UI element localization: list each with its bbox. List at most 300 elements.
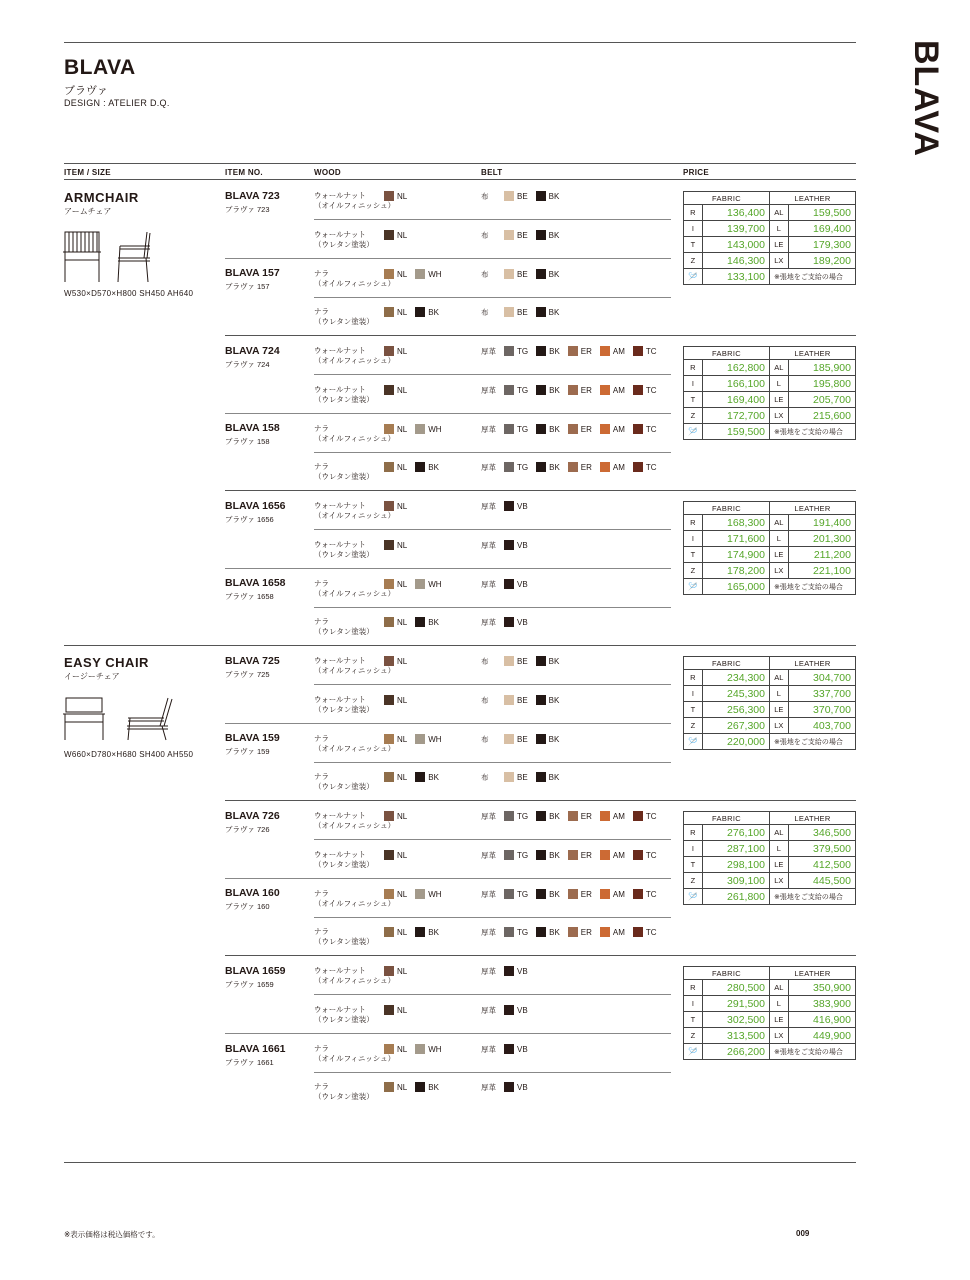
color-swatch — [384, 424, 394, 434]
leather-grade: LX — [770, 1028, 789, 1044]
fabric-grade: R — [684, 980, 703, 996]
color-code: BK — [428, 462, 439, 472]
color-code: TC — [645, 889, 657, 899]
color-swatch — [568, 811, 578, 821]
belt-swatches — [504, 927, 665, 937]
belt-material-label: 布 — [481, 231, 489, 240]
color-code: TC — [645, 346, 657, 356]
wood-finish-label: ウォールナット （オイルフィニッシュ） — [314, 346, 396, 365]
armchair-dimensions: W530×D570×H800 SH450 AH640 — [64, 289, 194, 298]
color-swatch — [600, 424, 610, 434]
fabric-grade: I — [684, 221, 703, 237]
color-code: VB — [517, 579, 528, 589]
color-code: NL — [397, 307, 408, 317]
color-swatch — [504, 385, 514, 395]
color-code: NL — [397, 811, 408, 821]
group-rule — [225, 335, 856, 336]
leather-grade: LE — [770, 392, 789, 408]
wood-finish-label: ナラ （ウレタン塗装） — [314, 1082, 374, 1101]
wood-finish-label: ナラ （ウレタン塗装） — [314, 772, 374, 791]
leather-price: 337,700 — [788, 686, 855, 702]
item-number: BLAVA 1659 — [225, 965, 286, 977]
row-rule — [314, 452, 671, 453]
color-swatch — [384, 462, 394, 472]
leather-price: 215,600 — [788, 408, 855, 424]
wood-finish-label: ウォールナット （オイルフィニッシュ） — [314, 811, 396, 830]
row-rule — [314, 917, 671, 918]
leather-price: 189,200 — [788, 253, 855, 269]
color-swatch — [504, 966, 514, 976]
item-number: BLAVA 1656 — [225, 500, 286, 512]
color-swatch — [504, 579, 514, 589]
item-kana: ブラヴァ 724 — [225, 360, 270, 369]
color-code: TC — [645, 424, 657, 434]
item-rule — [225, 413, 671, 414]
item-number: BLAVA 158 — [225, 422, 280, 434]
color-code: BK — [548, 230, 560, 240]
fabric-price: 143,000 — [702, 237, 769, 253]
color-code: WH — [428, 579, 442, 589]
page-title-kana: ブラヴァ — [64, 85, 108, 97]
wood-swatches — [384, 1082, 447, 1092]
color-swatch — [415, 1082, 425, 1092]
wood-finish-label: ウォールナット （オイルフィニッシュ） — [314, 501, 396, 520]
wood-finish-label: ナラ （オイルフィニッシュ） — [314, 579, 396, 598]
color-swatch — [600, 927, 610, 937]
color-swatch — [415, 772, 425, 782]
wood-finish-label: ナラ （オイルフィニッシュ） — [314, 1044, 396, 1063]
color-code: TG — [517, 889, 529, 899]
supplied-fabric-note: ※張地をご支給の場合 — [770, 1044, 856, 1060]
belt-material-label: 布 — [481, 657, 489, 666]
price-table — [683, 811, 856, 905]
leather-price: 449,900 — [788, 1028, 855, 1044]
color-swatch — [384, 579, 394, 589]
color-code: ER — [580, 385, 592, 395]
color-code: NL — [397, 230, 408, 240]
color-code: NL — [397, 579, 408, 589]
armchair-side-illustration — [114, 230, 156, 284]
item-number: BLAVA 724 — [225, 345, 280, 357]
leather-price: 383,900 — [788, 996, 855, 1012]
color-code: TG — [517, 346, 529, 356]
color-swatch — [568, 385, 578, 395]
armchair-front-illustration — [62, 230, 102, 284]
color-swatch — [536, 191, 546, 201]
color-swatch — [536, 811, 546, 821]
belt-swatches — [504, 501, 536, 511]
color-swatch — [568, 346, 578, 356]
fabric-grade: I — [684, 531, 703, 547]
wood-finish-label: ナラ （ウレタン塗装） — [314, 462, 374, 481]
fabric-price: 267,300 — [702, 718, 769, 734]
fabric-price: 166,100 — [702, 376, 769, 392]
item-number: BLAVA 723 — [225, 190, 280, 202]
fabric-grade: T — [684, 237, 703, 253]
color-code: BE — [517, 772, 528, 782]
category-easy-chair-kana: イージーチェア — [64, 672, 120, 681]
color-swatch — [384, 734, 394, 744]
color-code: VB — [517, 1005, 528, 1015]
fabric-grade: Z — [684, 718, 703, 734]
column-header-item-no: ITEM NO. — [225, 168, 263, 177]
fabric-price: 280,500 — [702, 980, 769, 996]
wood-swatches — [384, 889, 450, 899]
fabric-price: 298,100 — [702, 857, 769, 873]
supplied-fabric-note: ※張地をご支給の場合 — [770, 269, 856, 285]
easy-chair-dimensions: W660×D780×H680 SH400 AH550 — [64, 750, 194, 759]
supplied-fabric-note: ※張地をご支給の場合 — [770, 889, 856, 905]
supplied-fabric-icon: 🪡 — [684, 424, 703, 440]
item-kana: ブラヴァ 1658 — [225, 592, 274, 601]
leather-grade: AL — [770, 515, 789, 531]
price-header-fabric: FABRIC — [684, 502, 770, 515]
supplied-fabric-price: 159,500 — [702, 424, 769, 440]
color-code: BK — [428, 307, 439, 317]
belt-swatches — [504, 734, 567, 744]
leather-grade: LX — [770, 253, 789, 269]
row-rule — [314, 684, 671, 685]
belt-swatches — [504, 695, 567, 705]
leather-price: 211,200 — [788, 547, 855, 563]
color-swatch — [504, 772, 514, 782]
fabric-price: 287,100 — [702, 841, 769, 857]
color-swatch — [504, 462, 514, 472]
belt-swatches — [504, 617, 536, 627]
color-code: ER — [580, 850, 592, 860]
color-code: VB — [517, 617, 528, 627]
wood-swatches — [384, 191, 415, 201]
side-brand-title: BLAVA — [907, 40, 945, 158]
belt-swatches — [504, 269, 567, 279]
wood-swatches — [384, 540, 415, 550]
belt-swatches — [504, 850, 665, 860]
row-rule — [314, 1072, 671, 1073]
color-swatch — [384, 385, 394, 395]
group-rule — [225, 800, 856, 801]
supplied-fabric-icon: 🪡 — [684, 734, 703, 750]
color-swatch — [633, 927, 643, 937]
color-swatch — [415, 307, 425, 317]
supplied-fabric-price: 133,100 — [702, 269, 769, 285]
wood-finish-label: ウォールナット （ウレタン塗装） — [314, 695, 374, 714]
leather-grade: AL — [770, 825, 789, 841]
item-kana: ブラヴァ 1659 — [225, 980, 274, 989]
belt-swatches — [504, 966, 536, 976]
color-swatch — [504, 307, 514, 317]
top-rule — [64, 42, 856, 43]
color-code: NL — [397, 540, 408, 550]
color-code: ER — [580, 346, 592, 356]
leather-grade: L — [770, 841, 789, 857]
fabric-grade: T — [684, 392, 703, 408]
color-code: NL — [397, 424, 408, 434]
belt-material-label: 布 — [481, 773, 489, 782]
color-code: WH — [428, 1044, 442, 1054]
color-code: BK — [549, 889, 560, 899]
wood-finish-label: ウォールナット （オイルフィニッシュ） — [314, 966, 396, 985]
fabric-price: 245,300 — [702, 686, 769, 702]
wood-finish-label: ウォールナット （ウレタン塗装） — [314, 540, 374, 559]
color-code: NL — [397, 462, 408, 472]
wood-swatches — [384, 927, 447, 937]
color-swatch — [504, 501, 514, 511]
fabric-grade: R — [684, 515, 703, 531]
color-code: VB — [517, 1044, 528, 1054]
wood-swatches — [384, 1044, 450, 1054]
price-header-leather: LEATHER — [770, 502, 856, 515]
item-kana: ブラヴァ 726 — [225, 825, 270, 834]
fabric-price: 291,500 — [702, 996, 769, 1012]
color-code: NL — [397, 850, 408, 860]
color-swatch — [536, 269, 546, 279]
fabric-price: 256,300 — [702, 702, 769, 718]
color-swatch — [504, 424, 514, 434]
wood-swatches — [384, 307, 447, 317]
color-code: AM — [612, 927, 625, 937]
color-swatch — [384, 695, 394, 705]
supplied-fabric-icon: 🪡 — [684, 889, 703, 905]
color-swatch — [600, 346, 610, 356]
color-swatch — [536, 462, 546, 472]
price-table — [683, 656, 856, 750]
leather-price: 179,300 — [788, 237, 855, 253]
color-swatch — [568, 424, 578, 434]
color-code: NL — [397, 501, 408, 511]
color-swatch — [415, 269, 425, 279]
color-swatch — [633, 462, 643, 472]
supplied-fabric-price: 261,800 — [702, 889, 769, 905]
item-rule — [225, 723, 671, 724]
fabric-price: 309,100 — [702, 873, 769, 889]
color-code: NL — [397, 617, 408, 627]
belt-material-label: 厚革 — [481, 463, 496, 472]
color-swatch — [504, 230, 514, 240]
color-code: NL — [397, 772, 408, 782]
row-rule — [314, 529, 671, 530]
fabric-price: 139,700 — [702, 221, 769, 237]
fabric-grade: I — [684, 686, 703, 702]
leather-grade: LE — [770, 857, 789, 873]
color-swatch — [536, 656, 546, 666]
item-kana: ブラヴァ 158 — [225, 437, 270, 446]
color-swatch — [415, 927, 425, 937]
item-number: BLAVA 160 — [225, 887, 280, 899]
color-code: BE — [517, 230, 528, 240]
color-swatch — [384, 1044, 394, 1054]
wood-swatches — [384, 695, 415, 705]
color-swatch — [504, 811, 514, 821]
color-swatch — [536, 385, 546, 395]
fabric-grade: R — [684, 670, 703, 686]
wood-swatches — [384, 269, 450, 279]
color-code: BE — [517, 656, 528, 666]
leather-price: 185,900 — [788, 360, 855, 376]
color-swatch — [384, 656, 394, 666]
wood-finish-label: ウォールナット （ウレタン塗装） — [314, 230, 374, 249]
color-swatch — [504, 734, 514, 744]
wood-swatches — [384, 617, 447, 627]
row-rule — [314, 762, 671, 763]
leather-grade: LE — [770, 1012, 789, 1028]
color-code: BK — [428, 927, 439, 937]
color-code: TC — [645, 850, 657, 860]
color-code: BK — [428, 617, 439, 627]
price-header-fabric: FABRIC — [684, 812, 770, 825]
easy-chair-side-illustration — [124, 696, 178, 742]
item-kana: ブラヴァ 1656 — [225, 515, 274, 524]
color-swatch — [633, 850, 643, 860]
supplied-fabric-icon: 🪡 — [684, 1044, 703, 1060]
color-code: TC — [645, 811, 657, 821]
belt-material-label: 厚革 — [481, 618, 496, 627]
color-code: VB — [517, 540, 528, 550]
color-code: VB — [517, 966, 528, 976]
fabric-grade: I — [684, 376, 703, 392]
color-swatch — [504, 1044, 514, 1054]
color-code: BK — [549, 346, 560, 356]
color-code: ER — [580, 927, 592, 937]
belt-material-label: 厚革 — [481, 347, 496, 356]
fabric-grade: Z — [684, 873, 703, 889]
belt-material-label: 布 — [481, 192, 489, 201]
leather-price: 445,500 — [788, 873, 855, 889]
color-swatch — [504, 695, 514, 705]
color-swatch — [504, 540, 514, 550]
category-easy-chair-title: EASY CHAIR — [64, 655, 149, 670]
color-swatch — [384, 811, 394, 821]
fabric-grade: T — [684, 857, 703, 873]
color-code: TG — [517, 462, 529, 472]
wood-finish-label: ウォールナット （オイルフィニッシュ） — [314, 191, 396, 210]
supplied-fabric-price: 266,200 — [702, 1044, 769, 1060]
item-rule — [225, 878, 671, 879]
row-rule — [314, 219, 671, 220]
color-swatch — [384, 927, 394, 937]
color-code: BE — [517, 191, 528, 201]
color-code: NL — [397, 1005, 408, 1015]
price-header-fabric: FABRIC — [684, 192, 770, 205]
color-code: TC — [645, 927, 657, 937]
category-armchair-title: ARMCHAIR — [64, 190, 139, 205]
item-kana: ブラヴァ 723 — [225, 205, 270, 214]
color-code: BK — [549, 850, 560, 860]
color-swatch — [536, 889, 546, 899]
category-armchair-kana: アームチェア — [64, 207, 112, 216]
color-swatch — [384, 269, 394, 279]
fabric-price: 234,300 — [702, 670, 769, 686]
color-code: TC — [645, 462, 657, 472]
belt-material-label: 布 — [481, 270, 489, 279]
wood-swatches — [384, 656, 415, 666]
supplied-fabric-icon: 🪡 — [684, 579, 703, 595]
leather-grade: AL — [770, 360, 789, 376]
belt-material-label: 布 — [481, 735, 489, 744]
belt-material-label: 布 — [481, 696, 489, 705]
fabric-grade: Z — [684, 1028, 703, 1044]
color-code: AM — [612, 462, 625, 472]
color-code: TG — [517, 927, 529, 937]
fabric-price: 169,400 — [702, 392, 769, 408]
price-header-leather: LEATHER — [770, 192, 856, 205]
wood-swatches — [384, 811, 415, 821]
color-swatch — [504, 656, 514, 666]
leather-price: 159,500 — [788, 205, 855, 221]
belt-swatches — [504, 191, 567, 201]
color-code: TG — [517, 385, 529, 395]
color-swatch — [568, 889, 578, 899]
color-swatch — [415, 617, 425, 627]
color-code: VB — [517, 1082, 528, 1092]
color-code: NL — [397, 734, 408, 744]
belt-material-label: 厚革 — [481, 386, 496, 395]
belt-material-label: 厚革 — [481, 928, 496, 937]
leather-price: 304,700 — [788, 670, 855, 686]
fabric-grade: T — [684, 1012, 703, 1028]
wood-swatches — [384, 579, 450, 589]
leather-grade: LE — [770, 547, 789, 563]
belt-material-label: 厚革 — [481, 1045, 496, 1054]
color-code: NL — [397, 385, 408, 395]
wood-finish-label: ナラ （オイルフィニッシュ） — [314, 269, 396, 288]
belt-swatches — [504, 540, 536, 550]
leather-grade: L — [770, 221, 789, 237]
price-header-fabric: FABRIC — [684, 657, 770, 670]
color-code: TG — [517, 424, 529, 434]
fabric-price: 313,500 — [702, 1028, 769, 1044]
belt-swatches — [504, 889, 665, 899]
leather-price: 416,900 — [788, 1012, 855, 1028]
leather-grade: LE — [770, 702, 789, 718]
supplied-fabric-price: 220,000 — [702, 734, 769, 750]
supplied-fabric-price: 165,000 — [702, 579, 769, 595]
belt-material-label: 厚革 — [481, 502, 496, 511]
color-code: WH — [428, 269, 442, 279]
color-swatch — [384, 1082, 394, 1092]
color-swatch — [384, 889, 394, 899]
color-code: BK — [548, 734, 560, 744]
color-code: BK — [428, 1082, 439, 1092]
color-code: WH — [428, 424, 442, 434]
color-swatch — [384, 501, 394, 511]
fabric-price: 136,400 — [702, 205, 769, 221]
belt-swatches — [504, 579, 536, 589]
leather-grade: AL — [770, 205, 789, 221]
belt-material-label: 厚革 — [481, 890, 496, 899]
color-code: NL — [397, 269, 408, 279]
wood-swatches — [384, 1005, 415, 1015]
color-swatch — [568, 462, 578, 472]
color-swatch — [504, 927, 514, 937]
leather-price: 191,400 — [788, 515, 855, 531]
header-bottom-rule — [64, 179, 856, 180]
leather-grade: L — [770, 686, 789, 702]
fabric-grade: Z — [684, 408, 703, 424]
wood-finish-label: ナラ （ウレタン塗装） — [314, 307, 374, 326]
price-table — [683, 501, 856, 595]
wood-finish-label: ナラ （オイルフィニッシュ） — [314, 734, 396, 753]
footer-rule — [64, 1162, 856, 1163]
page-title: BLAVA — [64, 56, 136, 79]
color-code: NL — [397, 1044, 408, 1054]
fabric-price: 162,800 — [702, 360, 769, 376]
item-rule — [225, 258, 671, 259]
fabric-grade: R — [684, 360, 703, 376]
color-swatch — [504, 850, 514, 860]
price-table — [683, 966, 856, 1060]
fabric-price: 146,300 — [702, 253, 769, 269]
color-code: TG — [517, 850, 529, 860]
